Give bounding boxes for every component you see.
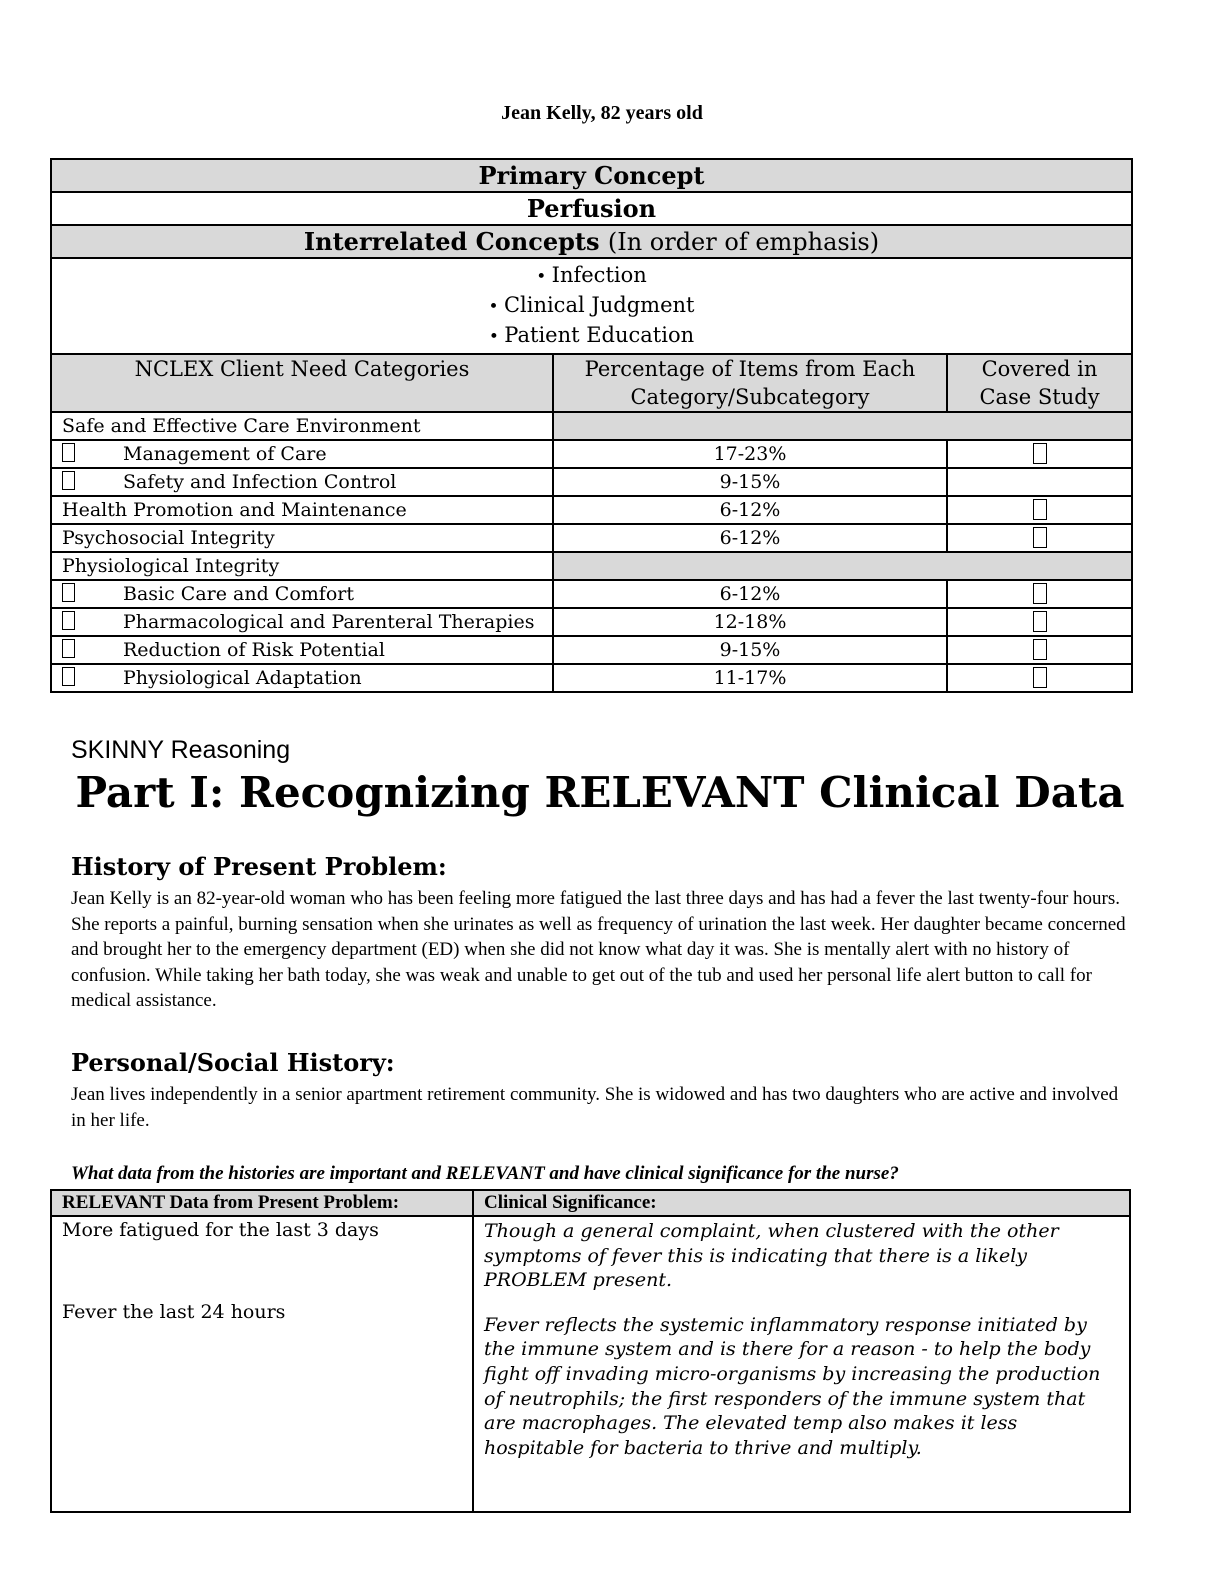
nclex-covered-cell (947, 496, 1132, 524)
bullet-box-icon (62, 443, 75, 462)
history-text: Jean Kelly is an 82-year-old woman who has been feeling more fatigued the last three days and has had a fever the last twenty-four hours. She reports a painful, burning sensation when she urinates as well as frequency of urination the last week. Her daughter became concerned and brought her to the emergency department (ED) when she did not know what day it was. She is mentally alert with no history of confusion. While taking her bath today, she was weak and unable to get out of the tub and used her personal life alert button to call for medical assistance. (71, 888, 1126, 1012)
nclex-category-label: Safety and Infection Control (123, 471, 397, 493)
nclex-category-cell (51, 608, 553, 636)
social-heading: Personal/Social History: (71, 1048, 395, 1077)
nclex-rows (51, 412, 1132, 692)
primary-concept-label: Primary Concept (51, 159, 1132, 192)
nclex-category-cell (51, 440, 553, 468)
relevant-data-cell (51, 1216, 473, 1512)
nclex-row (51, 440, 1132, 468)
nclex-row (51, 524, 1132, 552)
nclex-row (51, 412, 1132, 440)
nclex-covered-cell (947, 440, 1132, 468)
nclex-category-cell (51, 580, 553, 608)
nclex-category-cell: Psychosocial Integrity (51, 524, 553, 552)
nclex-covered-cell (947, 468, 1132, 496)
nclex-category-label: Pharmacological and Parenteral Therapies (123, 611, 535, 633)
nclex-category-cell (51, 636, 553, 664)
nclex-category-cell: Safe and Effective Care Environment (51, 412, 553, 440)
nclex-covered-cell (947, 636, 1132, 664)
nclex-header-percentage (553, 354, 947, 412)
covered-checkbox-icon (1033, 583, 1047, 604)
relevant-data-item: Fever the last 24 hours (62, 1301, 286, 1323)
nclex-percentage: 12-18% (553, 608, 947, 636)
covered-checkbox-icon (1033, 611, 1047, 632)
nclex-header-category: NCLEX Client Need Categories (51, 354, 553, 412)
nclex-percentage: 6-12% (553, 524, 947, 552)
primary-concept-value: Perfusion (51, 192, 1132, 225)
relevant-data-table (50, 1189, 1131, 1513)
bullet-box-icon (62, 667, 75, 686)
nclex-row (51, 608, 1132, 636)
relevant-header-data: RELEVANT Data from Present Problem: (51, 1190, 473, 1216)
nclex-header-covered-line1: Covered in (981, 357, 1098, 381)
bullet-box-icon (62, 639, 75, 658)
nclex-category-cell (51, 664, 553, 692)
interrelated-note: (In order of emphasis) (607, 228, 880, 256)
nclex-row (51, 664, 1132, 692)
relevant-data-item: More fatigued for the last 3 days (62, 1219, 379, 1241)
nclex-percentage: 17-23% (553, 440, 947, 468)
skinny-reasoning-label: SKINNY Reasoning (71, 736, 291, 764)
interrelated-item: • Patient Education (52, 321, 1131, 351)
nclex-category-label: Management of Care (123, 443, 327, 465)
concept-table (50, 158, 1133, 693)
nclex-row (51, 580, 1132, 608)
significance-item: Though a general complaint, when clustered with the other symptoms of fever this is indicating that there is a likely PROBLEM present. (484, 1220, 1059, 1292)
covered-checkbox-icon (1033, 499, 1047, 520)
nclex-covered-cell (947, 580, 1132, 608)
interrelated-concepts-header (51, 225, 1132, 258)
relevant-question: What data from the histories are important and RELEVANT and have clinical significance for the nurse? (71, 1163, 899, 1184)
nclex-category-cell: Physiological Integrity (51, 552, 553, 580)
social-text: Jean lives independently in a senior apartment retirement community. She is widowed and has two daughters who are active and involved in her life. (71, 1084, 1119, 1131)
nclex-covered-cell (947, 608, 1132, 636)
nclex-covered-cell (947, 664, 1132, 692)
covered-checkbox-icon (1033, 527, 1047, 548)
significance-cell (473, 1216, 1130, 1512)
nclex-header-percentage-line2: Category/Subcategory (630, 385, 870, 409)
covered-checkbox-icon (1033, 443, 1047, 464)
bullet-box-icon (62, 583, 75, 602)
nclex-header-percentage-line1: Percentage of Items from Each (584, 357, 916, 381)
nclex-category-label: Reduction of Risk Potential (123, 639, 385, 661)
nclex-header-covered-line2: Case Study (979, 385, 1100, 409)
covered-checkbox-icon (1033, 639, 1047, 660)
covered-checkbox-icon (1033, 667, 1047, 688)
nclex-row (51, 552, 1132, 580)
nclex-section-fill (553, 552, 1132, 580)
nclex-percentage: 9-15% (553, 468, 947, 496)
interrelated-list (51, 258, 1132, 354)
document-title: Jean Kelly, 82 years old (501, 102, 703, 124)
interrelated-label: Interrelated Concepts (303, 227, 600, 256)
nclex-header-covered (947, 354, 1132, 412)
history-heading: History of Present Problem: (71, 852, 447, 881)
nclex-row (51, 468, 1132, 496)
nclex-row (51, 496, 1132, 524)
relevant-header-significance: Clinical Significance: (473, 1190, 1130, 1216)
part-title: Part I: Recognizing RELEVANT Clinical Data (75, 768, 1125, 817)
interrelated-item: • Clinical Judgment (52, 291, 1131, 321)
nclex-percentage: 11-17% (553, 664, 947, 692)
nclex-section-fill (553, 412, 1132, 440)
nclex-percentage: 9-15% (553, 636, 947, 664)
nclex-percentage: 6-12% (553, 496, 947, 524)
nclex-row (51, 636, 1132, 664)
bullet-box-icon (62, 471, 75, 490)
nclex-category-cell (51, 468, 553, 496)
nclex-covered-cell (947, 524, 1132, 552)
interrelated-item: • Infection (52, 261, 1131, 291)
nclex-category-label: Physiological Adaptation (123, 667, 362, 689)
nclex-percentage: 6-12% (553, 580, 947, 608)
nclex-category-cell: Health Promotion and Maintenance (51, 496, 553, 524)
bullet-box-icon (62, 611, 75, 630)
nclex-category-label: Basic Care and Comfort (123, 583, 354, 605)
significance-item: Fever reflects the systemic inflammatory response initiated by the immune system and is there for a reason - to help the body fight off invading micro-organisms by increasing the production of neutrophils; the first responders of the immune system that are macrophages. The elevated temp also makes it less hospitable for bacteria to thrive and multiply. (484, 1313, 1101, 1459)
